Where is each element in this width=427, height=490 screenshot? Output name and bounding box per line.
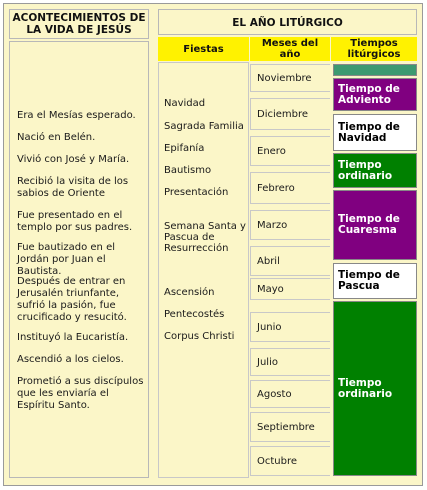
header-meses: Meses del año	[250, 37, 330, 61]
tiempo-block: Tiempo de Cuaresma	[333, 190, 417, 260]
fiesta-item: Epifanía	[164, 143, 205, 154]
mes-item: Mayo	[250, 278, 330, 300]
fiesta-item: Sagrada Familia	[164, 121, 244, 132]
event-item: Nació en Belén.	[17, 132, 96, 143]
event-item: Vivió con José y María.	[17, 154, 130, 165]
tiempo-block: Tiempo de Navidad	[333, 114, 417, 151]
fiesta-item: Corpus Christi	[164, 331, 235, 342]
mes-item: Febrero	[250, 172, 330, 204]
event-item: Prometió a sus discípulos que les enviaría el Espíritu Santo.	[17, 376, 144, 411]
meses-column	[250, 62, 330, 478]
tiempo-block: Tiempo ordinario	[333, 153, 417, 188]
fiesta-item: Bautismo	[164, 165, 212, 176]
event-item: Después de entrar en Jerusalén triunfante, sufrió la pasión, fue crucificado y resucitó.	[17, 276, 127, 323]
tiempos-column	[333, 62, 417, 478]
mes-item: Junio	[250, 312, 330, 342]
left-column-title: ACONTECIMIENTOS DE LA VIDA DE JESÚS	[9, 9, 149, 39]
tiempo-block: Tiempo de Adviento	[333, 78, 417, 111]
fiesta-item: Navidad	[164, 98, 206, 109]
event-item: Instituyó la Eucaristía.	[17, 332, 129, 343]
event-item: Era el Mesías esperado.	[17, 110, 136, 121]
fiesta-item: Pentecostés	[164, 309, 225, 320]
fiesta-item: Semana Santa y Pascua de Resurrección	[164, 221, 246, 254]
liturgical-year-title: EL AÑO LITÚRGICO	[158, 9, 417, 35]
event-item: Ascendió a los cielos.	[17, 354, 124, 365]
mes-item: Agosto	[250, 380, 330, 408]
fiesta-item: Ascensión	[164, 287, 215, 298]
mes-item: Marzo	[250, 210, 330, 240]
mes-item: Julio	[250, 348, 330, 376]
event-item: Fue presentado en el templo por sus padres.	[17, 210, 133, 233]
fiesta-item: Presentación	[164, 187, 229, 198]
mes-item: Octubre	[250, 446, 330, 476]
tiempo-block	[333, 64, 417, 76]
mes-item: Noviembre	[250, 64, 330, 92]
header-tiempos: Tiempos litúrgicos	[331, 37, 417, 61]
header-fiestas: Fiestas	[158, 37, 249, 61]
fiestas-column	[158, 62, 249, 478]
mes-item: Diciembre	[250, 98, 330, 130]
event-item: Fue bautizado en el Jordán por Juan el Bautista.	[17, 242, 116, 277]
tiempo-block: Tiempo ordinario	[333, 301, 417, 476]
tiempo-block: Tiempo de Pascua	[333, 263, 417, 299]
mes-item: Abril	[250, 246, 330, 276]
mes-item: Enero	[250, 136, 330, 166]
event-item: Recibió la visita de los sabios de Oriente	[17, 176, 129, 199]
mes-item: Septiembre	[250, 412, 330, 442]
events-list	[9, 41, 149, 478]
